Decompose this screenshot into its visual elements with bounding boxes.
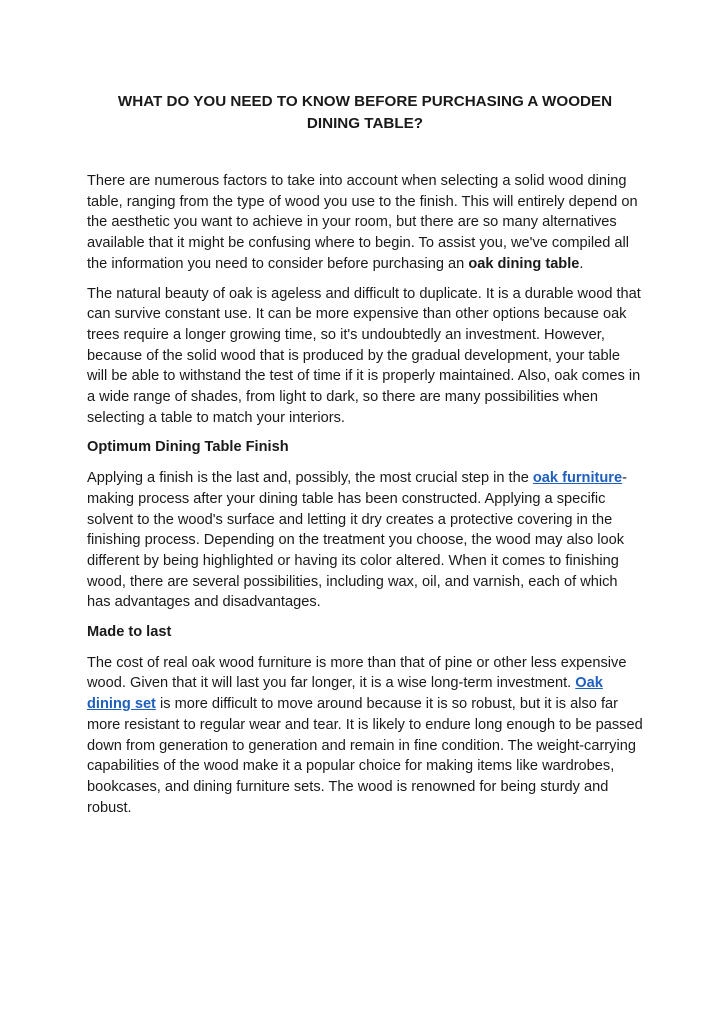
finish-text-after-link: -making process after your dining table has been constructed. Applying a specific solvent to the wood's surface and letting it dry creates a protective covering in the finishing process. Depending on the treatment you choose, the wood may also look different by being highlighted or having its color altered. When it comes to finishing wood, there are several possibilities, including wax, oil, and varnish, each of which has advantages and disadvantages. xyxy=(87,470,627,611)
finish-heading: Optimum Dining Table Finish xyxy=(87,439,289,456)
intro-bold-phrase: oak dining table xyxy=(468,255,580,272)
intro-end: . xyxy=(579,255,584,272)
last-text-after-link: is more difficult to move around because it is so robust, but it is also far more resistant to regular wear and tear. It is likely to endure long enough to be passed down from generation to generation and remain in fine condition. The weight-carrying capabilities of the wood make it a popular choice for making items like wardrobes, bookcases, and dining furniture sets. The wood is renowned for being sturdy and robust. xyxy=(87,696,643,816)
finish-text-before-link: Applying a finish is the last and, possibly, the most crucial step in the xyxy=(87,470,533,487)
made-to-last-paragraph xyxy=(87,653,643,819)
finish-paragraph xyxy=(87,468,643,613)
title-line-1: WHAT DO YOU NEED TO KNOW BEFORE PURCHASING A WOODEN xyxy=(117,93,613,110)
intro-text: There are numerous factors to take into account when selecting a solid wood dining table, ranging from the type of wood you use to the finish. This will entirely depend on the aesthetic you want to achieve in your room, but there are so many alternatives available that it might be confusing where to begin. To assist you, we've compiled all the information you need to consider before purchasing an xyxy=(87,173,638,272)
oak-paragraph: The natural beauty of oak is ageless and difficult to duplicate. It is a durable wood that can survive constant use. It can be more expensive than other options because oak trees require a longer growing time, so it's undoubtedly an investment. However, because of the solid wood that is produced by the gradual development, your table will be able to withstand the test of time if it is properly maintained. Also, oak comes in a wide range of shades, from light to dark, so there are many possibilities when selecting a table to match your interiors. xyxy=(87,285,641,426)
title-line-2: DINING TABLE? xyxy=(306,115,424,132)
last-text-before-link: The cost of real oak wood furniture is more than that of pine or other less expensive wood. Given that it will last you far longer, it is a wise long-term investment. xyxy=(87,654,627,692)
oak-dining-set-link[interactable]: Oak dining set xyxy=(87,675,603,713)
oak-furniture-link[interactable]: oak furniture xyxy=(532,470,623,487)
intro-paragraph xyxy=(87,171,643,275)
made-to-last-heading: Made to last xyxy=(87,624,172,641)
document-title xyxy=(87,91,643,135)
document-page xyxy=(87,91,643,827)
